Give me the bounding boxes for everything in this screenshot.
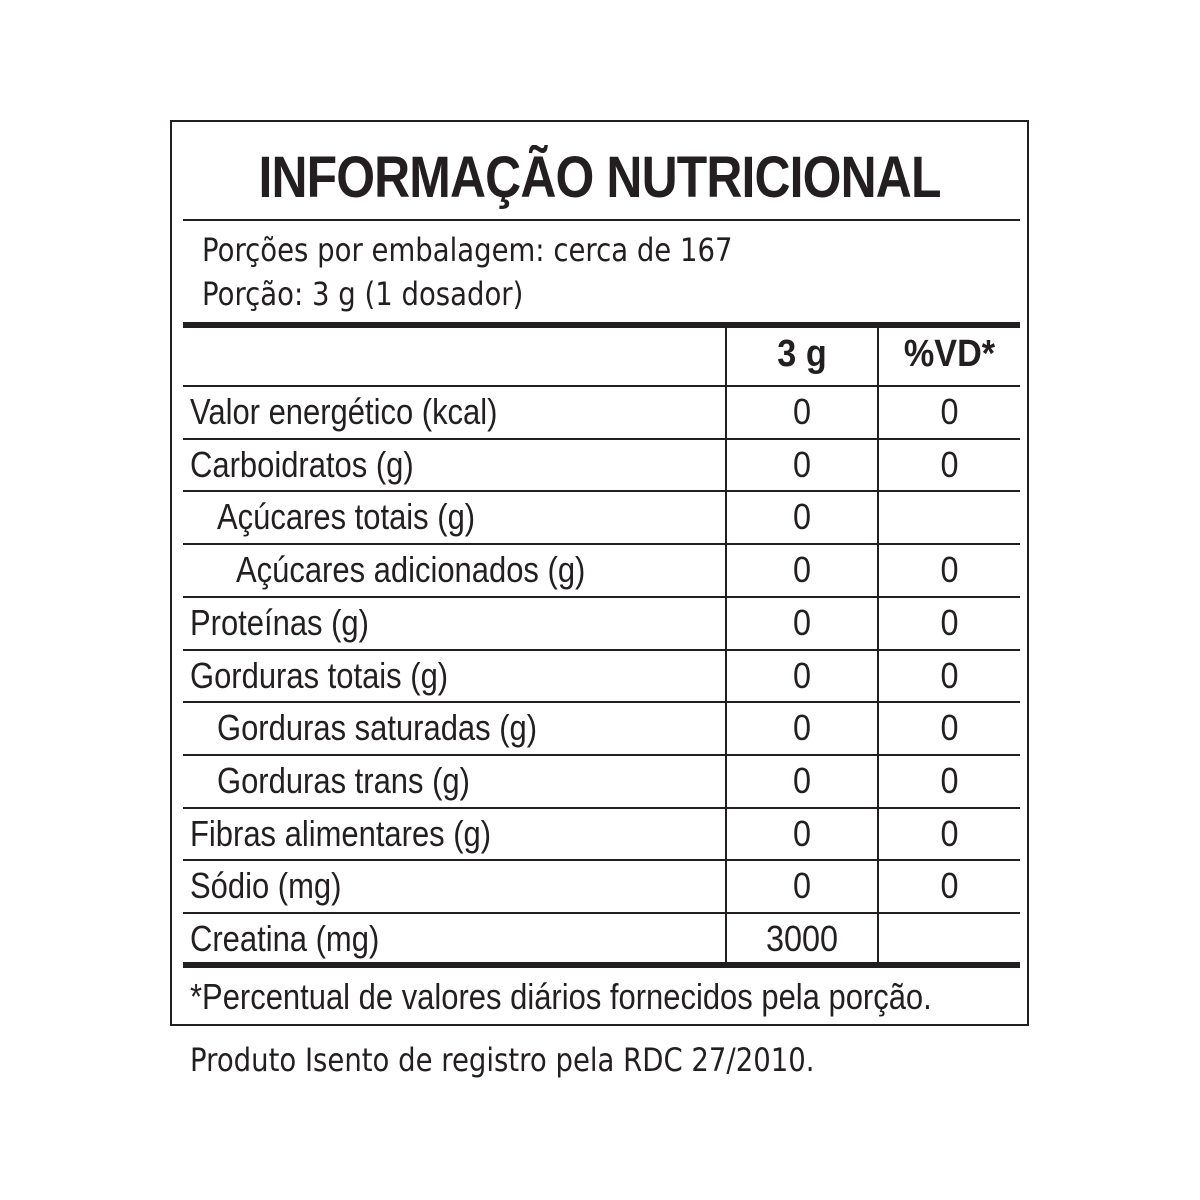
nutrient-amount: 0	[792, 601, 812, 643]
nutrient-name: Carboidratos (g)	[190, 443, 414, 485]
nutrient-name: Gorduras saturadas (g)	[217, 707, 538, 749]
nutrient-amount: 0	[792, 865, 812, 907]
dv-footnote: *Percentual de valores diários fornecidos pela porção.	[190, 976, 932, 1017]
nutrient-amount: 0	[792, 759, 812, 801]
nutrient-daily-value: 0	[940, 812, 959, 854]
table-bottom-divider	[183, 962, 1020, 968]
nutrient-daily-value: 0	[940, 443, 959, 485]
nutrient-amount: 0	[792, 654, 812, 696]
nutrient-name: Gorduras trans (g)	[217, 759, 470, 801]
nutrient-daily-value: 0	[940, 549, 959, 591]
nutrient-amount: 0	[792, 391, 812, 432]
nutrient-daily-value: 0	[940, 391, 959, 432]
nutrient-amount: 0	[792, 496, 812, 538]
nutrient-name: Valor energético (kcal)	[190, 391, 498, 432]
nutrient-amount: 0	[792, 443, 812, 485]
nutrient-daily-value: 0	[940, 707, 959, 749]
daily-value-column-separator	[877, 328, 879, 962]
nutrient-name: Fibras alimentares (g)	[190, 812, 492, 854]
servings-per-package: Porções por embalagem: cerca de 167	[202, 231, 733, 269]
nutrient-daily-value: 0	[940, 759, 959, 801]
registration-exemption-note: Produto Isento de registro pela RDC 27/2010.	[190, 1041, 815, 1079]
nutrient-name: Proteínas (g)	[190, 601, 369, 643]
nutrient-daily-value: 0	[940, 601, 959, 643]
nutrient-name: Sódio (mg)	[190, 865, 342, 907]
nutrient-name: Açúcares adicionados (g)	[236, 549, 586, 591]
nutrient-name: Creatina (mg)	[190, 918, 380, 959]
nutrient-daily-value	[886, 491, 1013, 543]
nutrient-name: Açúcares totais (g)	[217, 496, 476, 538]
amount-column-separator	[725, 328, 727, 962]
serving-size: Porção: 3 g (1 dosador)	[202, 275, 524, 313]
nutrient-amount: 0	[792, 707, 812, 749]
title-divider	[183, 219, 1020, 221]
daily-value-column-header: %VD*	[903, 333, 996, 375]
nutrient-daily-value	[886, 913, 1013, 965]
nutrition-facts-panel	[170, 120, 1029, 1026]
nutrient-daily-value: 0	[940, 865, 959, 907]
nutrient-name: Gorduras totais (g)	[190, 654, 449, 696]
serving-info	[202, 228, 733, 316]
nutrient-amount: 3000	[765, 918, 839, 959]
nutrient-daily-value: 0	[940, 654, 959, 696]
panel-title: INFORMAÇÃO NUTRICIONAL	[258, 145, 941, 210]
nutrient-amount: 0	[792, 812, 812, 854]
nutrient-amount: 0	[792, 549, 812, 591]
amount-column-header: 3 g	[777, 333, 827, 375]
